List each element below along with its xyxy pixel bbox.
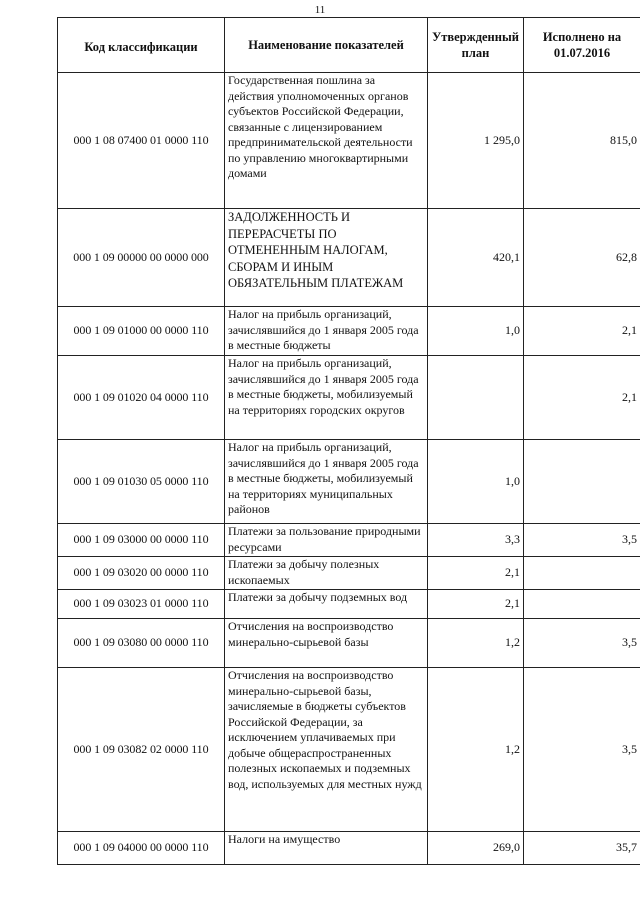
row-code: 000 1 09 01030 05 0000 110 xyxy=(58,440,225,524)
row-code: 000 1 09 01020 04 0000 110 xyxy=(58,356,225,440)
row-code: 000 1 09 03080 00 0000 110 xyxy=(58,619,225,668)
table-row xyxy=(58,307,640,356)
row-done: 2,1 xyxy=(524,356,640,440)
row-code: 000 1 09 04000 00 0000 110 xyxy=(58,832,225,865)
row-name: Государственная пошлина за действия уполномоченных органов субъектов Российской Федерации, связанные с лицензированием предпринимательской деятельности по управлению многоквартирными домами xyxy=(225,73,428,209)
table-header-row xyxy=(58,18,640,73)
row-done: 2,1 xyxy=(524,307,640,356)
row-code: 000 1 09 03082 02 0000 110 xyxy=(58,668,225,832)
header-code: Код классификации xyxy=(58,18,225,73)
row-name: Платежи за пользование природными ресурсами xyxy=(225,524,428,557)
table-row xyxy=(58,440,640,524)
row-plan: 269,0 xyxy=(428,832,524,865)
table-row xyxy=(58,524,640,557)
row-plan: 1,2 xyxy=(428,619,524,668)
row-name: Налог на прибыль организаций, зачислявшийся до 1 января 2005 года в местные бюджеты xyxy=(225,307,428,356)
row-plan: 1 295,0 xyxy=(428,73,524,209)
row-name: Налог на прибыль организаций, зачислявшийся до 1 января 2005 года в местные бюджеты, мобилизуемый на территориях муниципальных районов xyxy=(225,440,428,524)
page-number: 11 xyxy=(314,4,326,16)
row-name: Налог на прибыль организаций, зачислявшийся до 1 января 2005 года в местные бюджеты, мобилизуемый на территориях городских округов xyxy=(225,356,428,440)
row-done: 62,8 xyxy=(524,209,640,307)
row-name: Платежи за добычу подземных вод xyxy=(225,590,428,619)
row-code: 000 1 09 03023 01 0000 110 xyxy=(58,590,225,619)
header-done: Исполнено на 01.07.2016 xyxy=(524,18,640,73)
row-code: 000 1 09 00000 00 0000 000 xyxy=(58,209,225,307)
header-name: Наименование показателей xyxy=(225,18,428,73)
table-row xyxy=(58,73,640,209)
row-code: 000 1 09 03000 00 0000 110 xyxy=(58,524,225,557)
table-row xyxy=(58,619,640,668)
table-row xyxy=(58,832,640,865)
header-plan: Утвержденный план xyxy=(428,18,524,73)
table-row xyxy=(58,590,640,619)
row-done: 35,7 xyxy=(524,832,640,865)
row-done: 3,5 xyxy=(524,668,640,832)
row-code: 000 1 08 07400 01 0000 110 xyxy=(58,73,225,209)
row-name: Отчисления на воспроизводство минерально-сырьевой базы xyxy=(225,619,428,668)
row-name: Платежи за добычу полезных ископаемых xyxy=(225,557,428,590)
row-plan: 1,0 xyxy=(428,440,524,524)
row-code: 000 1 09 01000 00 0000 110 xyxy=(58,307,225,356)
row-done: 815,0 xyxy=(524,73,640,209)
table-row xyxy=(58,668,640,832)
row-plan: 2,1 xyxy=(428,590,524,619)
table-row xyxy=(58,557,640,590)
table-row xyxy=(58,356,640,440)
row-plan: 420,1 xyxy=(428,209,524,307)
row-name: Налоги на имущество xyxy=(225,832,428,865)
row-done xyxy=(524,557,640,590)
row-done xyxy=(524,440,640,524)
report-table xyxy=(57,17,640,865)
row-plan: 1,0 xyxy=(428,307,524,356)
row-plan: 3,3 xyxy=(428,524,524,557)
row-done: 3,5 xyxy=(524,619,640,668)
row-plan: 1,2 xyxy=(428,668,524,832)
row-name: Отчисления на воспроизводство минерально-сырьевой базы, зачисляемые в бюджеты субъектов Российской Федерации, за исключением уплачиваемых при добыче общераспространенных полезных ископаемых и подземных вод, используемых для местных нужд xyxy=(225,668,428,832)
row-name: ЗАДОЛЖЕННОСТЬ И ПЕРЕРАСЧЕТЫ ПО ОТМЕНЕННЫМ НАЛОГАМ, СБОРАМ И ИНЫМ ОБЯЗАТЕЛЬНЫМ ПЛАТЕЖАМ xyxy=(225,209,428,307)
row-done: 3,5 xyxy=(524,524,640,557)
row-done xyxy=(524,590,640,619)
row-code: 000 1 09 03020 00 0000 110 xyxy=(58,557,225,590)
row-plan xyxy=(428,356,524,440)
table-row xyxy=(58,209,640,307)
row-plan: 2,1 xyxy=(428,557,524,590)
